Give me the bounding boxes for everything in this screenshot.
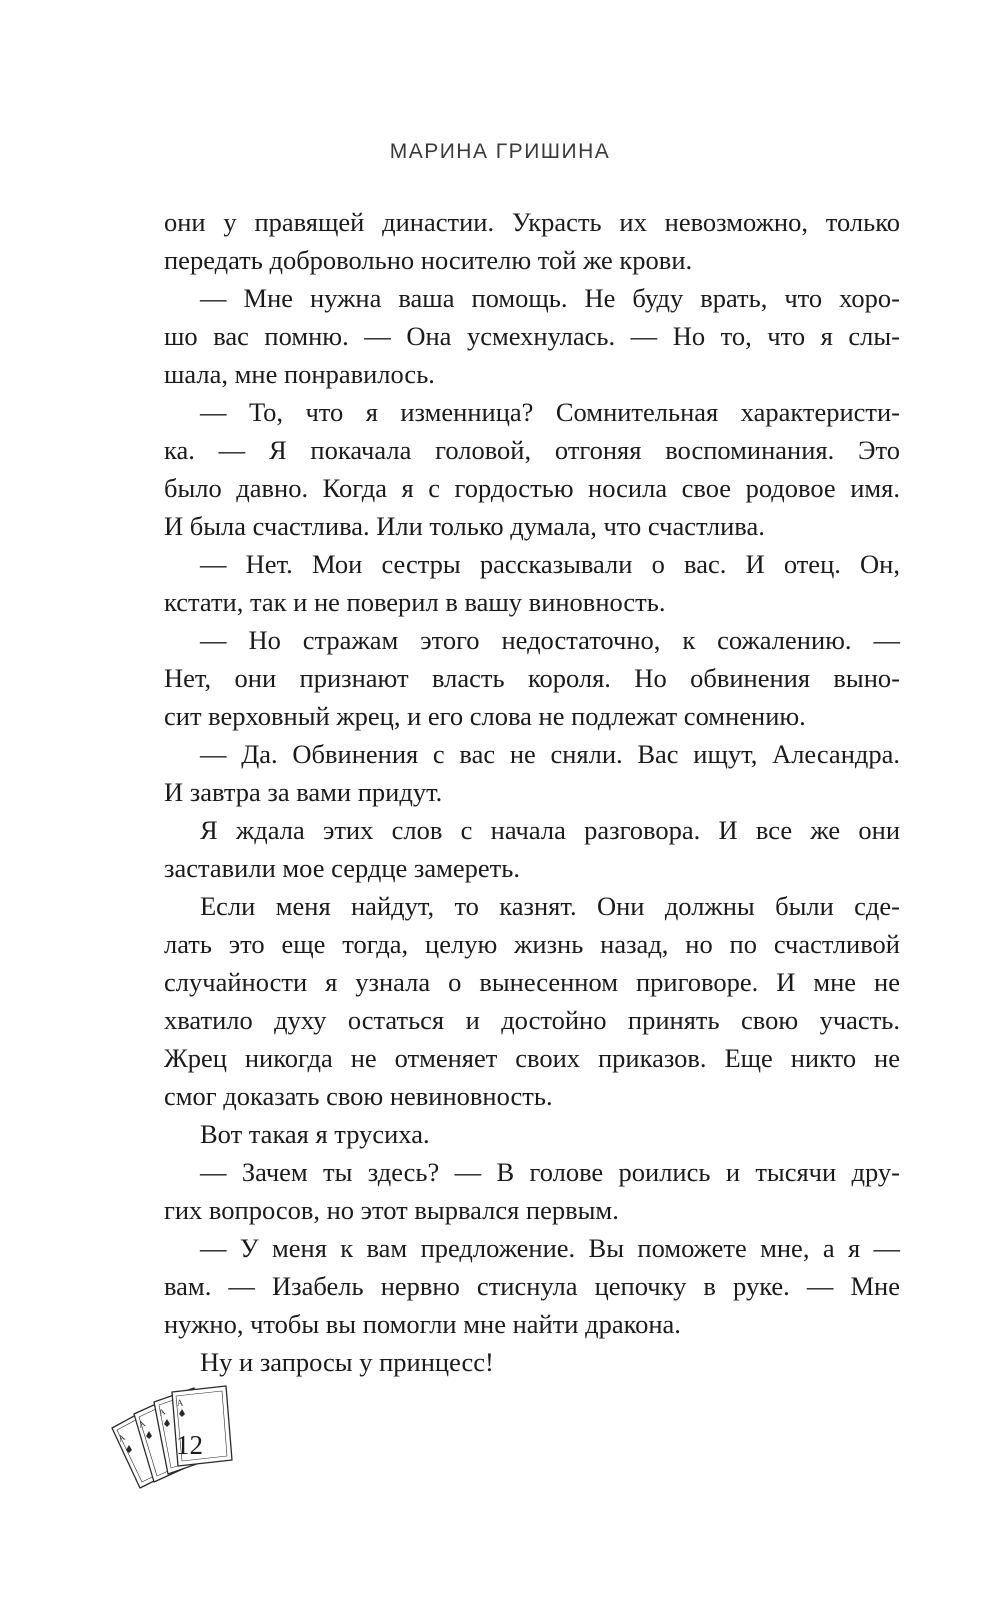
text-line: Я ждала этих слов с начала разговора. И все же они [200,815,900,845]
text-line: случайности я узнала о вынесенном приговоре. И мне не [164,967,900,997]
text-line: Жрец никогда не отменяет своих приказов. Еще никто не [164,1043,900,1073]
text-line: смог доказать свою невиновность. [164,1081,553,1111]
text-line: — Зачем ты здесь? — В голове роились и тысячи дру- [200,1157,900,1187]
text-line: — Да. Обвинения с вас не сняли. Вас ищут, Алесандра. [200,739,900,769]
text-line: они у правящей династии. Украсть их невозможно, только [164,207,900,237]
text-line: И была счастлива. Или только думала, что счастлива. [164,511,765,541]
body-text [164,203,900,1381]
text-line: сит верховный жрец, и его слова не подлежат сомнению. [164,701,806,731]
text-line: заставили мое сердце замереть. [164,853,520,883]
svg-text:A: A [136,1418,147,1430]
text-line: вам. — Изабель нервно стиснула цепочку в руке. — Мне [164,1271,900,1301]
text-line: было давно. Когда я с гордостью носила свое родовое имя. [164,473,900,503]
text-line: — Но стражам этого недостаточно, к сожалению. — [200,625,900,655]
text-line: шала, мне понравилось. [164,359,435,389]
svg-text:A: A [176,1397,184,1408]
text-line: лать это еще тогда, целую жизнь назад, но по счастливой [164,929,900,959]
text-line: — Нет. Мои сестры рассказывали о вас. И отец. Он, [200,549,900,579]
text-line: ка. — Я покачала головой, отгоняя воспоминания. Это [164,435,900,465]
text-line: Вот такая я трусиха. [200,1119,430,1149]
text-line: — У меня к вам предложение. Вы поможете мне, а я — [200,1233,900,1263]
svg-text:A: A [157,1406,167,1418]
text-line: Ну и запросы у принцесс! [200,1347,494,1377]
text-line: — То, что я изменница? Сомнительная характеристи- [200,397,900,427]
running-head: МАРИНА ГРИШИНА [389,140,611,163]
text-line: кстати, так и не поверил в вашу виновность. [164,587,666,617]
text-line: И завтра за вами придут. [164,777,443,807]
text-line: Нет, они признают власть короля. Но обвинения выно- [164,663,900,693]
text-line: — Мне нужна ваша помощь. Не буду врать, что хоро- [200,283,900,313]
text-line: передать добровольно носителю той же крови. [164,245,693,275]
text-line: хватило духу остаться и достойно принять свою участь. [164,1005,900,1035]
text-line: гих вопросов, но этот вырвался первым. [164,1195,619,1225]
text-line: нужно, чтобы вы помогли мне найти дракона. [164,1309,681,1339]
svg-text:A: A [116,1431,127,1444]
text-line: Если меня найдут, то казнят. Они должны были сде- [200,891,900,921]
text-line: шо вас помню. — Она усмехнулась. — Но то, что я слы- [164,321,900,351]
page-number: 12 [176,1430,203,1460]
